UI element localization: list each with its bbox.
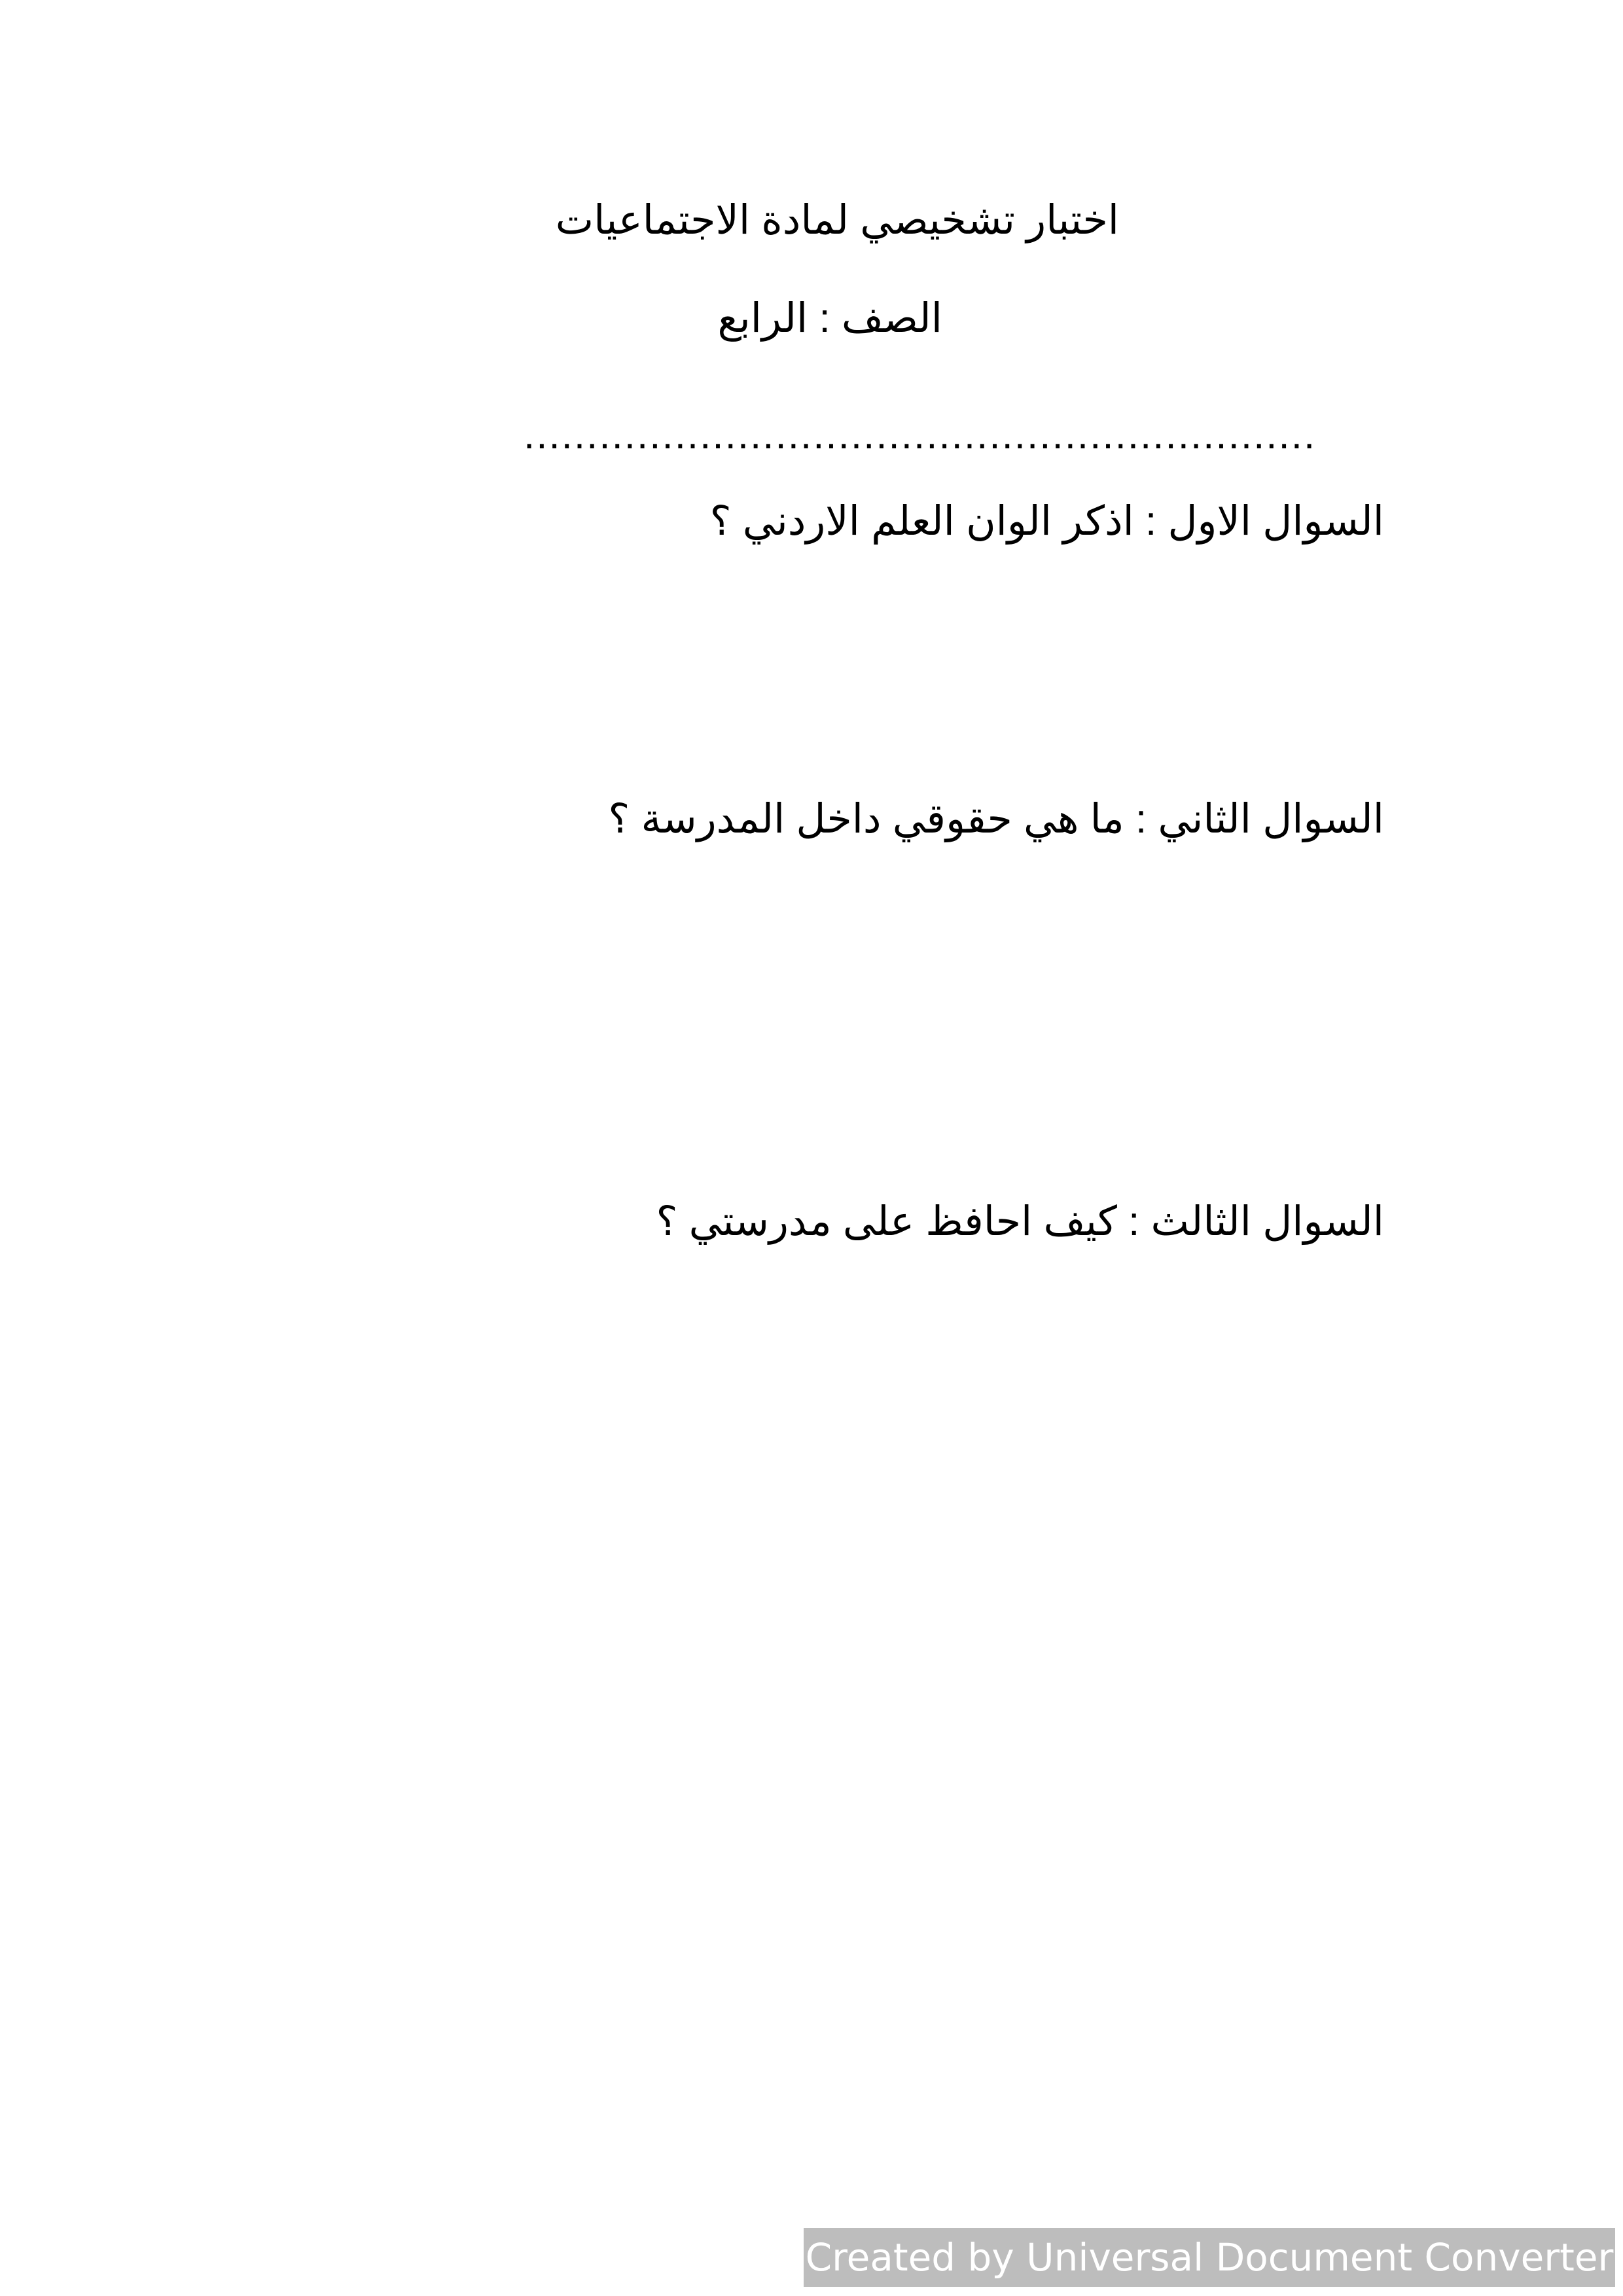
question-3: السوال الثالث : كيف احافظ على مدرستي ؟ (656, 1199, 1384, 1244)
converter-watermark: Created by Universal Document Converter (804, 2228, 1615, 2287)
grade-line: الصف : الرابع (717, 296, 942, 341)
question-2: السوال الثاني : ما هي حقوقي داخل المدرسة ؟ (608, 797, 1384, 842)
exam-title: اختبار تشخيصي لمادة الاجتماعيات (555, 198, 1119, 243)
dotted-separator: ............................................................... (524, 412, 1317, 457)
question-1: السوال الاول : اذكر الوان العلم الاردني ؟ (709, 499, 1384, 544)
